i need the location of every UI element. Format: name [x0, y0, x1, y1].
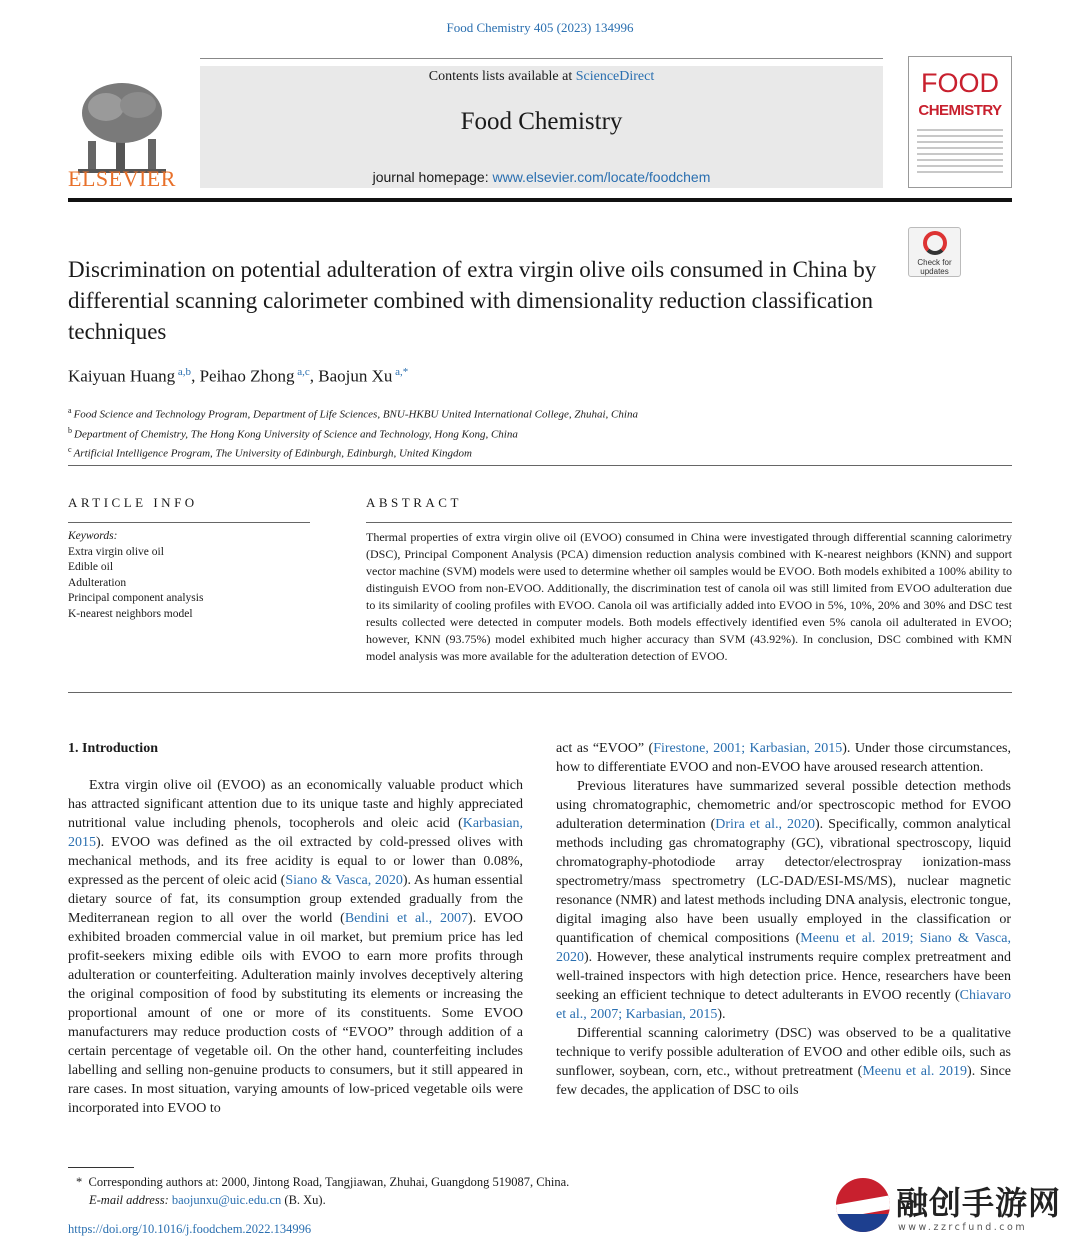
contents-line: Contents lists available at ScienceDirect — [428, 69, 655, 84]
journal-citation: Food Chemistry 405 (2023) 134996 — [446, 20, 634, 35]
keyword: Extra virgin olive oil — [68, 545, 164, 558]
divider — [68, 465, 1012, 466]
watermark-name: 融创手游网 — [896, 1184, 1062, 1222]
author-name: Peihao Zhong — [199, 366, 295, 386]
keywords-block — [68, 529, 203, 622]
affiliation: $^a$ Food Science and Technology Program, Department of Life Sciences, BNU-HKBU United International College, Zhuhai, China — [68, 406, 638, 421]
citation-link[interactable]: Chiavaro et al., 2007; Karbasian, 2015 — [556, 988, 1011, 1022]
keywords-label: Keywords: — [68, 530, 118, 542]
introduction-heading: 1. Introduction — [68, 741, 158, 756]
citation-link[interactable]: Karbasian, 2015 — [68, 816, 523, 850]
author-affiliation-mark[interactable]: a,* — [392, 366, 409, 378]
corresponding-author-footnote: * Corresponding authors at: 2000, Jintong Road, Tangjiawan, Zhuhai, Guangdong 519087, China. E-mail address: baojunxu@uic.edu.cn (B. Xu). — [76, 1175, 570, 1207]
body-paragraph: act as “EVOO” (Firestone, 2001; Karbasian, 2015). Under those circumstances, how to differentiate EVOO and non-EVOO have aroused research attention. — [556, 741, 1011, 775]
author-affiliation-mark[interactable]: a,c — [294, 366, 310, 378]
body-column-right — [556, 739, 1011, 1100]
citation-link[interactable]: Bendini et al., 2007 — [344, 911, 469, 926]
abstract-text: Thermal properties of extra virgin olive oil (EVOO) consumed in China were investigated through differential scanning calorimetry (DSC), Principal Component Analysis (PCA) dimension reduction analysis combined with K-nearest neighbors (KNN) and support vector machine (SVM) models were used to determine whether oil samples would be EVOO. Both models exhibited a 100% ability to distinguish EVOO from non-EVOO. Additionally, the discrimination test of canola oil was still limited from EVOO adulteration due to its similarity of cooling profiles with EVOO. Canola oil was artificially added into EVOO in 5%, 10%, 20% and 30% and DSC test results collected were detected in computer models. Both models effectively identified even 5% canola oil adulterated in EVOO; however, KNN (93.75%) model exhibited much higher accuracy than SVM (43.92%). In conclusion, DSC combined with KMN model analysis was more available for the adulteration detection of EVOO. — [366, 530, 1012, 663]
author-affiliation-mark[interactable]: a,b — [175, 366, 192, 378]
affiliations — [68, 403, 638, 462]
author-email-link[interactable]: baojunxu@uic.edu.cn — [171, 1193, 282, 1207]
footnote-divider — [68, 1167, 134, 1168]
site-watermark — [832, 1172, 1080, 1241]
body-paragraph: Differential scanning calorimetry (DSC) was observed to be a qualitative technique to verify possible adulteration of EVOO and other edible oils, such as sunflower, soybean, corn, etc., without pretreatment (Meenu et al. 2019). Since few decades, the application of DSC to oils — [556, 1026, 1011, 1098]
author-name: Baojun Xu — [318, 366, 393, 386]
citation-link[interactable]: Meenu et al. 2019; Siano & Vasca, 2020 — [556, 931, 1011, 965]
citation-link[interactable]: Firestone, 2001; Karbasian, 2015 — [653, 741, 843, 756]
affiliation: $^b$ Department of Chemistry, The Hong Kong University of Science and Technology, Hong Kong, China — [68, 425, 518, 441]
author-list: Kaiyuan Huang $^{a,b}$, Peihao Zhong $^{a,c}$, Baojun Xu $^{a,*}$ — [68, 366, 409, 386]
affiliation: $^c$ Artificial Intelligence Program, The University of Edinburgh, Edinburgh, United Kingdom — [68, 445, 472, 460]
watermark-url: www.zzrcfund.com — [898, 1222, 1028, 1233]
divider — [366, 522, 1012, 523]
abstract-heading: ABSTRACT — [366, 495, 462, 510]
doi-link[interactable]: https://doi.org/10.1016/j.foodchem.2022.134996 — [68, 1222, 312, 1236]
watermark-logo-icon — [836, 1178, 890, 1232]
header-divider — [200, 58, 883, 59]
body-column-left — [68, 739, 523, 1118]
body-paragraph: Extra virgin olive oil (EVOO) as an economically valuable product which has attracted significant attention due to its unique taste and highly appreciated nutritional value including phenols, tocopherols and oleic acid (Karbasian, 2015). EVOO was defined as the oil extracted by cold-pressed olives with mechanical methods, and its free acidity is equal to or lower than 0.08%, expressed as the percent of oleic acid (Siano & Vasca, 2020). As human essential dietary source of fat, its consumption group extended gradually from the Mediterranean region to all over the world (Bendini et al., 2007). EVOO exhibited broaden commercial value in oil market, but premium price has led profit-seekers mixing edible oils with EVOO to earn more profits through adulteration or counterfeiting. Adulteration mainly involves deceptively altering the original composition of food by substituting its elements or increasing the proportional amount of one or more of its constituents. Some EVOO manufacturers may reduce production costs of “EVOO” through addition of a certain percentage of vegetable oil. On the other hand, counterfeiting includes labelling and selling non-genuine products to consumers, but it still appeared in rare cases. In most situation, varying amounts of low-priced vegetable oils were incorporated into EVOO to — [68, 778, 523, 1116]
header-thick-rule — [68, 198, 1012, 202]
journal-title: Food Chemistry — [460, 108, 623, 135]
citation-link[interactable]: Siano & Vasca, 2020 — [285, 873, 403, 888]
body-paragraph: Previous literatures have summarized several possible detection methods using chromatographic, chemometric and/or spectroscopic method for EVOO adulteration determination (Drira et al., 2020). Specifically, common analytical methods including gas chromatography (GC), vibrational spectroscopy, liquid chromatography-photodiode array detector/electrospray ionization-mass spectrometry/mass spectrometry (LC-DAD/ESI-MS/MS), nuclear magnetic resonance (NMR) and latest methods including DNA analysis, electronic tongue, digital imaging also have been usually employed in the classification or quantification of chemical compositions (Meenu et al. 2019; Siano & Vasca, 2020). However, these analytical instruments require complex pretreatment and well-trained inspectors with high detection price. Hence, researchers have been seeking an efficient technique to detect adulterants in EVOO recently (Chiavaro et al., 2007; Karbasian, 2015). — [556, 779, 1011, 1022]
check-for-updates-button[interactable]: Check for updates — [908, 227, 961, 277]
sciencedirect-link[interactable]: ScienceDirect — [575, 69, 655, 84]
keyword: Adulteration — [68, 576, 127, 589]
article-info-heading: ARTICLE INFO — [68, 495, 198, 510]
citation-link[interactable]: Drira et al., 2020 — [715, 817, 815, 832]
keyword: Edible oil — [68, 561, 114, 573]
author-name: Kaiyuan Huang — [68, 366, 176, 386]
check-updates-icon — [923, 231, 947, 255]
journal-cover-thumbnail: FOOD CHEMISTRY — [908, 56, 1012, 188]
citation-link[interactable]: Meenu et al. 2019 — [862, 1064, 968, 1079]
keyword: Principal component analysis — [68, 592, 204, 604]
keyword: K-nearest neighbors model — [68, 607, 193, 620]
publisher-name: ELSEVIER — [68, 166, 176, 191]
journal-homepage-link[interactable]: www.elsevier.com/locate/foodchem — [492, 169, 711, 185]
article-title: Discrimination on potential adulteration of extra virgin olive oils consumed in China by differential scanning calorimeter combined with dimensionality reduction classification techniques — [68, 257, 877, 344]
divider — [68, 692, 1012, 693]
homepage-line: journal homepage: www.elsevier.com/locate/foodchem — [372, 169, 711, 185]
journal-banner — [200, 66, 883, 188]
divider — [68, 522, 310, 523]
